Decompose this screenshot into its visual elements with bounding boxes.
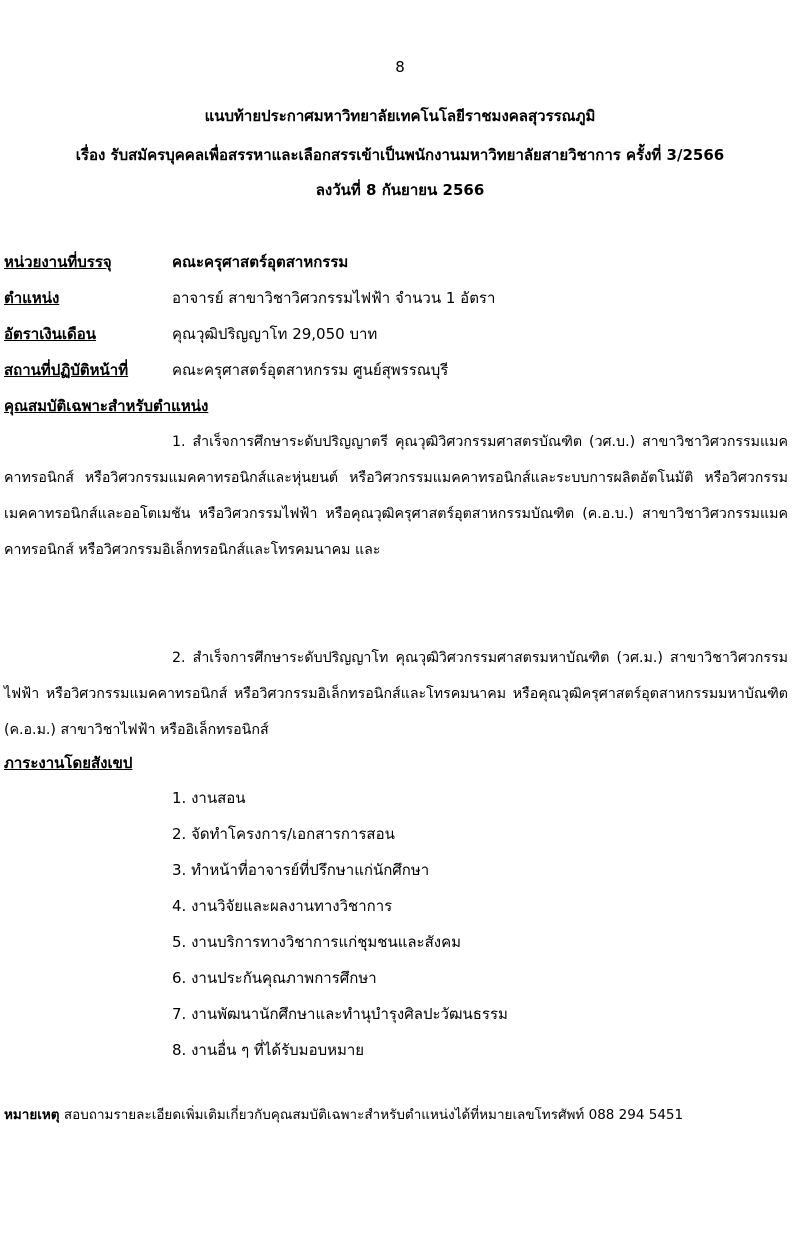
duty-item: 2. จัดทำโครงการ/เอกสารการสอน [172, 825, 395, 843]
duty-item: 4. งานวิจัยและผลงานทางวิชาการ [172, 897, 393, 915]
duty-item: 1. งานสอน [172, 789, 246, 807]
header-line-2: เรื่อง รับสมัครบุคคลเพื่อสรรหาและเลือกสรรเข้าเป็นพนักงานมหาวิทยาลัยสายวิชาการ ครั้งที่ 3/2566 [75, 146, 725, 164]
duties-list [172, 784, 508, 1072]
note [4, 1103, 683, 1125]
position-value: อาจารย์ สาขาวิชาวิศวกรรมไฟฟ้า จำนวน 1 อัตรา [172, 289, 496, 307]
duty-item: 3. ทำหน้าที่อาจารย์ที่ปรึกษาแก่นักศึกษา [172, 861, 430, 879]
qualification-item-2: 2. สำเร็จการศึกษาระดับปริญญาโท คุณวุฒิวิศวกรรมศาสตรมหาบัณฑิต (วศ.ม.) สาขาวิชาวิศวกรรมไฟฟ้า หรือวิศวกรรมแมคคาทรอนิกส์ หรือวิศวกรรมอิเล็กทรอนิกส์และโทรคมนาคม หรือคุณวุฒิครุศาสตร์อุตสาหกรรมมหาบัณฑิต (ค.อ.ม.) สาขาวิชาไฟฟ้า หรืออิเล็กทรอนิกส์ [4, 650, 788, 738]
position-label: ตำแหน่ง [4, 289, 60, 307]
note-text: สอบถามรายละเอียดเพิ่มเติมเกี่ยวกับคุณสมบัติเฉพาะสำหรับตำแหน่งได้ที่หมายเลขโทรศัพท์ 088 294 5451 [59, 1107, 684, 1123]
salary-value: คุณวุฒิปริญญาโท 29,050 บาท [172, 325, 378, 343]
unit-label: หน่วยงานที่บรรจุ [4, 253, 112, 271]
unit-value: คณะครุศาสตร์อุตสาหกรรม [172, 253, 349, 271]
note-label: หมายเหตุ [4, 1107, 60, 1123]
header-line-1: แนบท้ายประกาศมหาวิทยาลัยเทคโนโลยีราชมงคลสุวรรณภูมิ [204, 107, 596, 125]
duty-item: 5. งานบริการทางวิชาการแก่ชุมชนและสังคม [172, 933, 462, 951]
workplace-label: สถานที่ปฏิบัติหน้าที่ [4, 361, 129, 379]
qualifications-title: คุณสมบัติเฉพาะสำหรับตำแหน่ง [4, 397, 209, 415]
salary-label: อัตราเงินเดือน [4, 325, 97, 343]
page-number: 8 [395, 58, 405, 76]
qualification-item-1: 1. สำเร็จการศึกษาระดับปริญญาตรี คุณวุฒิวิศวกรรมศาสตรบัณฑิต (วศ.บ.) สาขาวิชาวิศวกรรมแมคคาทรอนิกส์ หรือวิศวกรรมแมคคาทรอนิกส์และหุ่นยนต์ หรือวิศวกรรมแมคคาทรอนิกส์และระบบการผลิตอัตโนมัติ หรือวิศวกรรมเมคคาทรอนิกส์และออโตเมชัน หรือวิศวกรรมไฟฟ้า หรือคุณวุฒิครุศาสตร์อุตสาหกรรมบัณฑิต (ค.อ.บ.) สาขาวิชาวิศวกรรมแมคคาทรอนิกส์ หรือวิศวกรรมอิเล็กทรอนิกส์และโทรคมนาคม และ [4, 434, 788, 558]
duties-title: ภาระงานโดยสังเขป [4, 754, 133, 772]
workplace-value: คณะครุศาสตร์อุตสาหกรรม ศูนย์สุพรรณบุรี [172, 361, 449, 379]
duty-item: 7. งานพัฒนานักศึกษาและทำนุบำรุงศิลปะวัฒนธรรม [172, 1005, 508, 1023]
duty-item: 8. งานอื่น ๆ ที่ได้รับมอบหมาย [172, 1041, 365, 1059]
header-line-3: ลงวันที่ 8 กันยายน 2566 [315, 181, 485, 199]
duty-item: 6. งานประกันคุณภาพการศึกษา [172, 969, 377, 987]
